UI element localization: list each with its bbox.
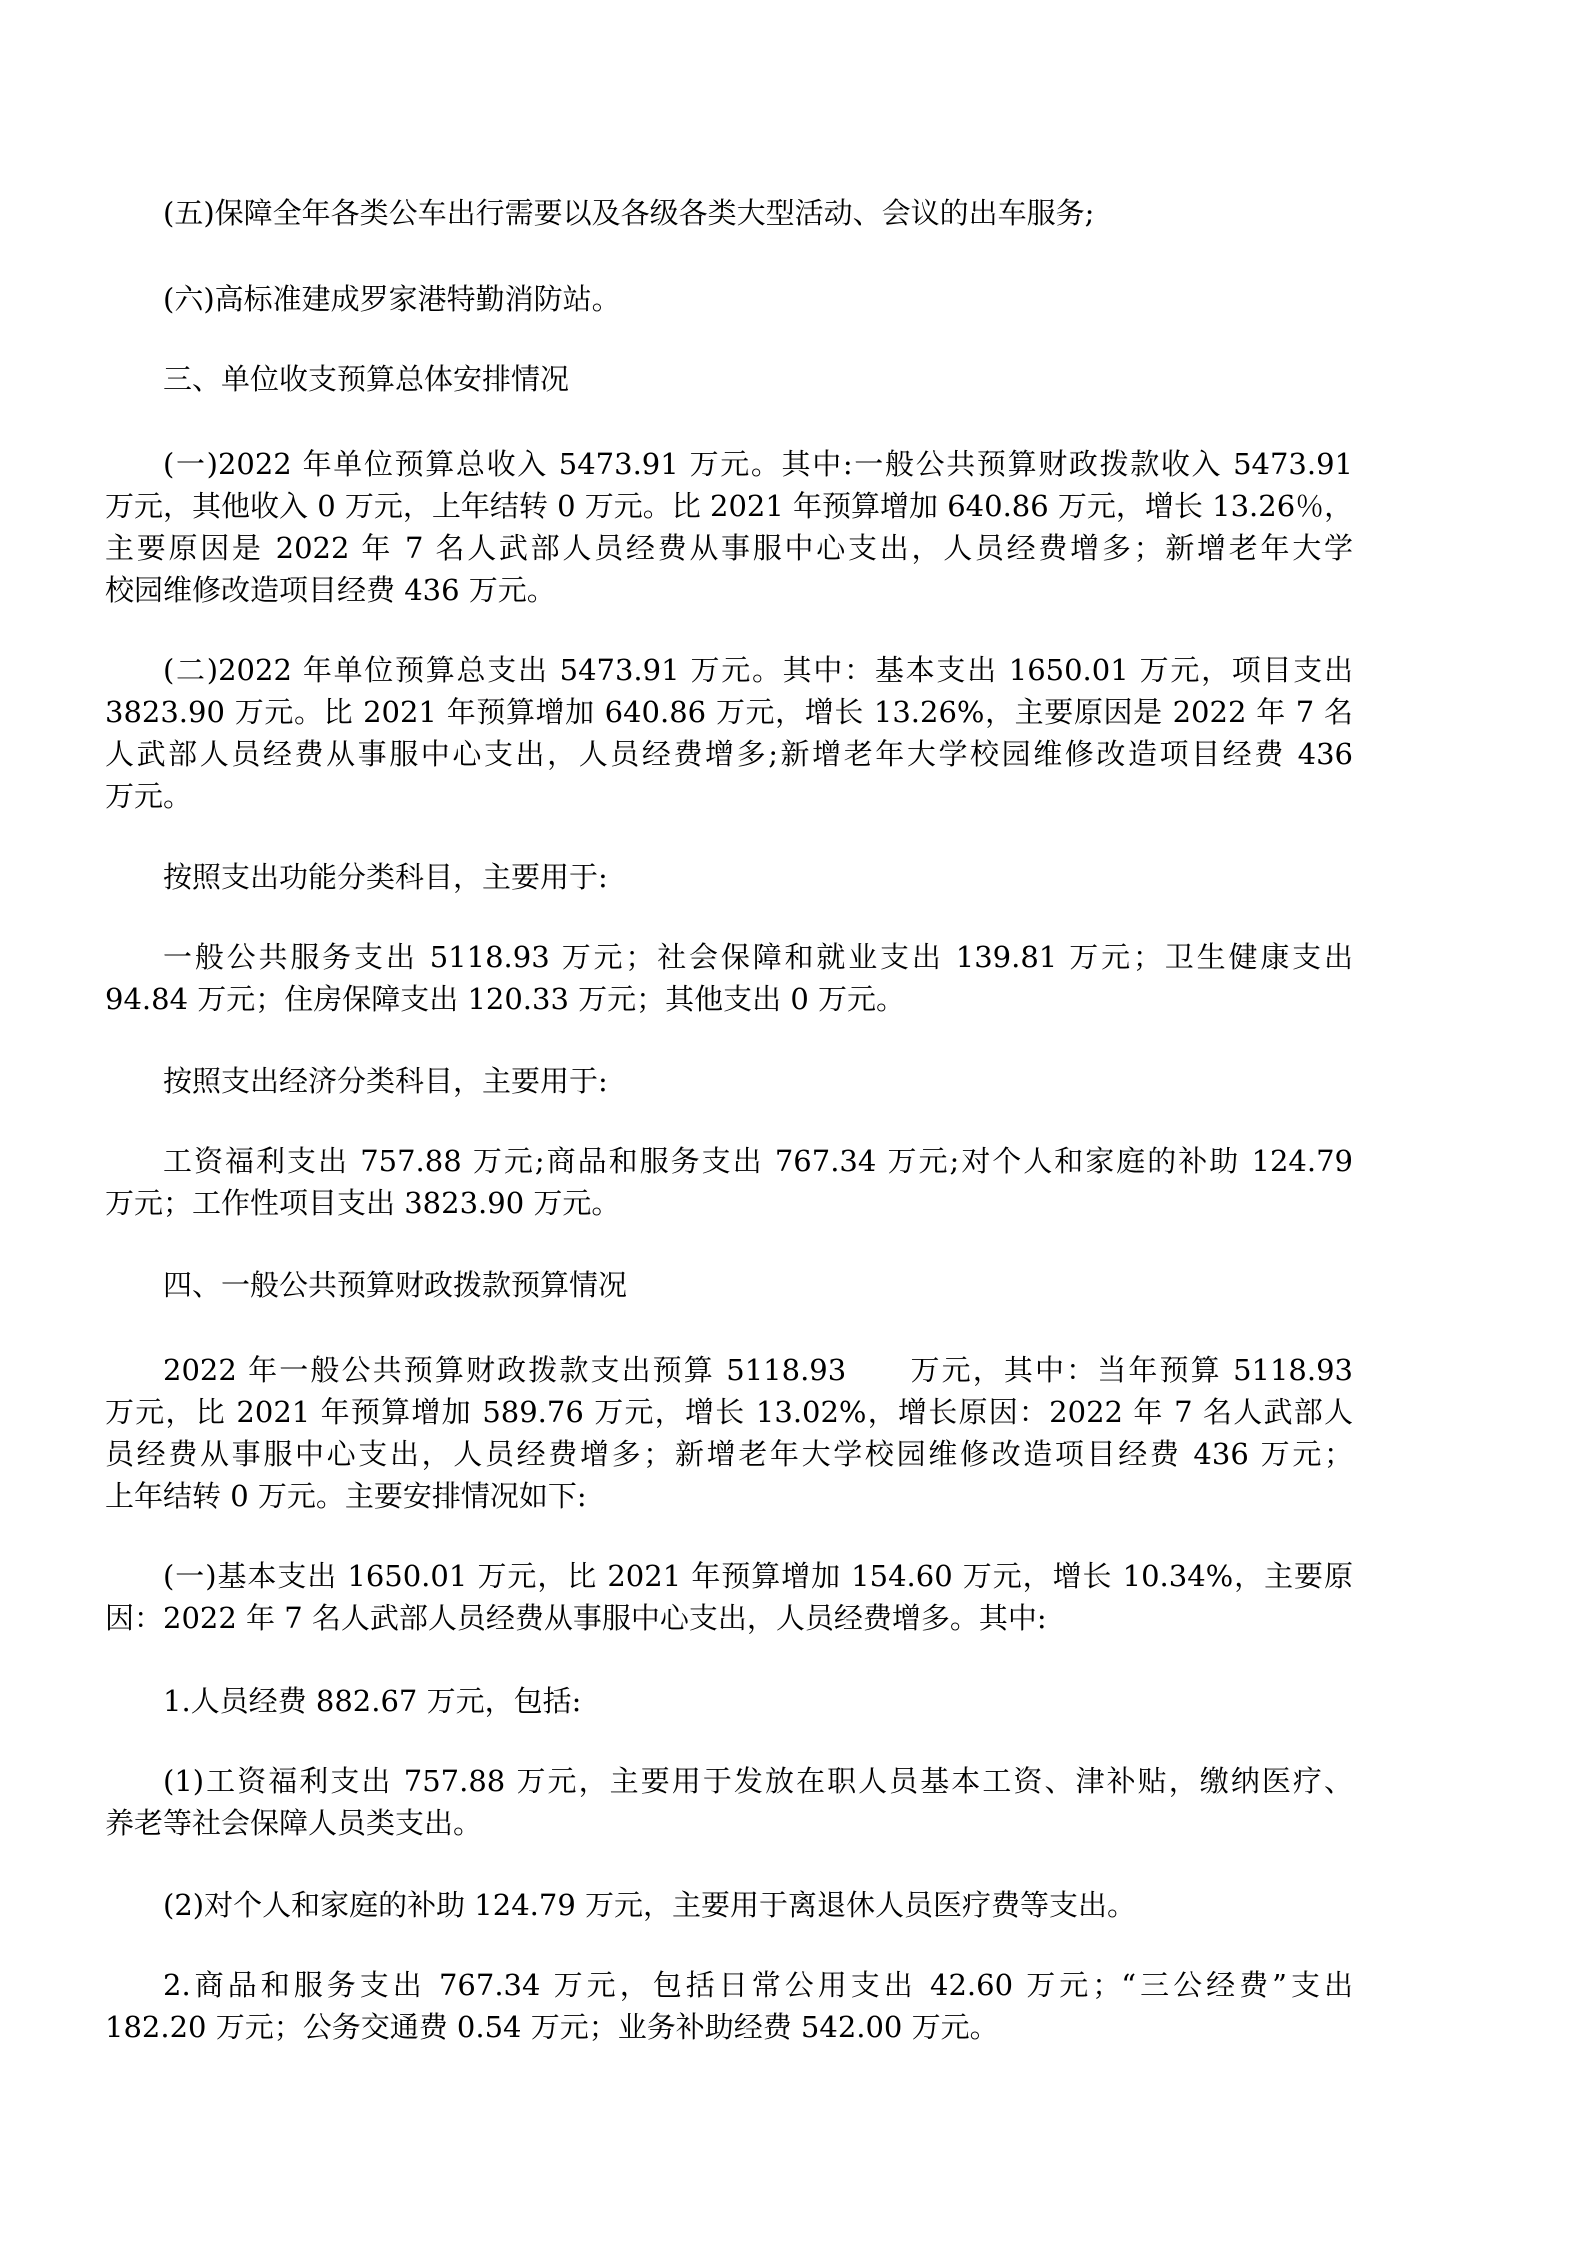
- text-line: 2022 年一般公共预算财政拨款支出预算 5118.93 万元，其中：当年预算 5118.93: [163, 1353, 1353, 1387]
- text-line: 万元，其他收入 0 万元，上年结转 0 万元。比 2021 年预算增加 640.86 万元，增长 13.26％，: [105, 489, 1354, 523]
- text-line: 2.商品和服务支出 767.34 万元，包括日常公用支出 42.60 万元；“三公经费”支出: [163, 1968, 1353, 2002]
- text-line: (五)保障全年各类公车出行需要以及各级各类大型活动、会议的出车服务;: [163, 196, 1095, 230]
- paragraph-personnel-expense: [105, 1680, 1353, 1722]
- text-line: (一)2022 年单位预算总收入 5473.91 万元。其中:一般公共预算财政拨款收入 5473.91: [163, 447, 1353, 481]
- paragraph-total-expenditure: [105, 649, 1353, 817]
- section-heading-three: [105, 358, 1353, 400]
- paragraph-goods-services: [105, 1964, 1353, 2048]
- text-line: 一般公共服务支出 5118.93 万元；社会保障和就业支出 139.81 万元；卫生健康支出: [163, 940, 1353, 974]
- text-line: (2)对个人和家庭的补助 124.79 万元，主要用于离退休人员医疗费等支出。: [163, 1888, 1136, 1922]
- text-line: 万元。: [105, 779, 193, 813]
- text-line: 按照支出功能分类科目，主要用于:: [163, 860, 608, 894]
- text-line: 主要原因是 2022 年 7 名人武部人员经费从事服中心支出，人员经费增多；新增老年大学: [105, 531, 1353, 565]
- text-line: 员经费从事服中心支出，人员经费增多；新增老年大学校园维修改造项目经费 436 万元；: [105, 1437, 1353, 1471]
- text-line: 因：2022 年 7 名人武部人员经费从事服中心支出，人员经费增多。其中:: [105, 1601, 1047, 1635]
- paragraph-basic-expenditure: [105, 1555, 1353, 1639]
- text-line: 182.20 万元；公务交通费 0.54 万元；业务补助经费 542.00 万元。: [105, 2010, 999, 2044]
- text-line: 3823.90 万元。比 2021 年预算增加 640.86 万元，增长 13.26%，主要原因是 2022 年 7 名: [105, 695, 1353, 729]
- text-line: 人武部人员经费从事服中心支出，人员经费增多;新增老年大学校园维修改造项目经费 436: [105, 737, 1353, 771]
- paragraph-item-five: [105, 192, 1353, 234]
- section-heading: 三、单位收支预算总体安排情况: [163, 362, 570, 396]
- paragraph-economic-breakdown: [105, 1140, 1353, 1224]
- text-line: 万元；工作性项目支出 3823.90 万元。: [105, 1186, 621, 1220]
- text-line: 养老等社会保障人员类支出。: [105, 1806, 483, 1840]
- text-line: 1.人员经费 882.67 万元，包括:: [163, 1684, 582, 1718]
- text-line: 按照支出经济分类科目，主要用于:: [163, 1064, 608, 1098]
- paragraph-item-six: [105, 278, 1353, 320]
- text-line: (一)基本支出 1650.01 万元，比 2021 年预算增加 154.60 万元，增长 10.34%，主要原: [163, 1559, 1353, 1593]
- text-line: 上年结转 0 万元。主要安排情况如下:: [105, 1479, 587, 1513]
- text-line: 94.84 万元；住房保障支出 120.33 万元；其他支出 0 万元。: [105, 982, 906, 1016]
- text-line: 工资福利支出 757.88 万元;商品和服务支出 767.34 万元;对个人和家庭的补助 124.79: [163, 1144, 1353, 1178]
- paragraph-family-subsidy: [105, 1884, 1353, 1926]
- text-line: (六)高标准建成罗家港特勤消防站。: [163, 282, 621, 316]
- text-line: 校园维修改造项目经费 436 万元。: [105, 573, 556, 607]
- section-heading-four: [105, 1264, 1353, 1306]
- paragraph-function-breakdown: [105, 936, 1353, 1020]
- text-line: (二)2022 年单位预算总支出 5473.91 万元。其中：基本支出 1650.01 万元，项目支出: [163, 653, 1353, 687]
- text-line: (1)工资福利支出 757.88 万元，主要用于发放在职人员基本工资、津补贴，缴纳医疗、: [163, 1764, 1353, 1798]
- paragraph-function-classification: [105, 856, 1353, 898]
- paragraph-general-budget: [105, 1349, 1353, 1517]
- paragraph-economic-classification: [105, 1060, 1353, 1102]
- paragraph-total-income: [105, 443, 1353, 611]
- paragraph-salary-welfare: [105, 1760, 1353, 1844]
- section-heading: 四、一般公共预算财政拨款预算情况: [163, 1268, 628, 1302]
- text-line: 万元，比 2021 年预算增加 589.76 万元，增长 13.02%，增长原因：2022 年 7 名人武部人: [105, 1395, 1353, 1429]
